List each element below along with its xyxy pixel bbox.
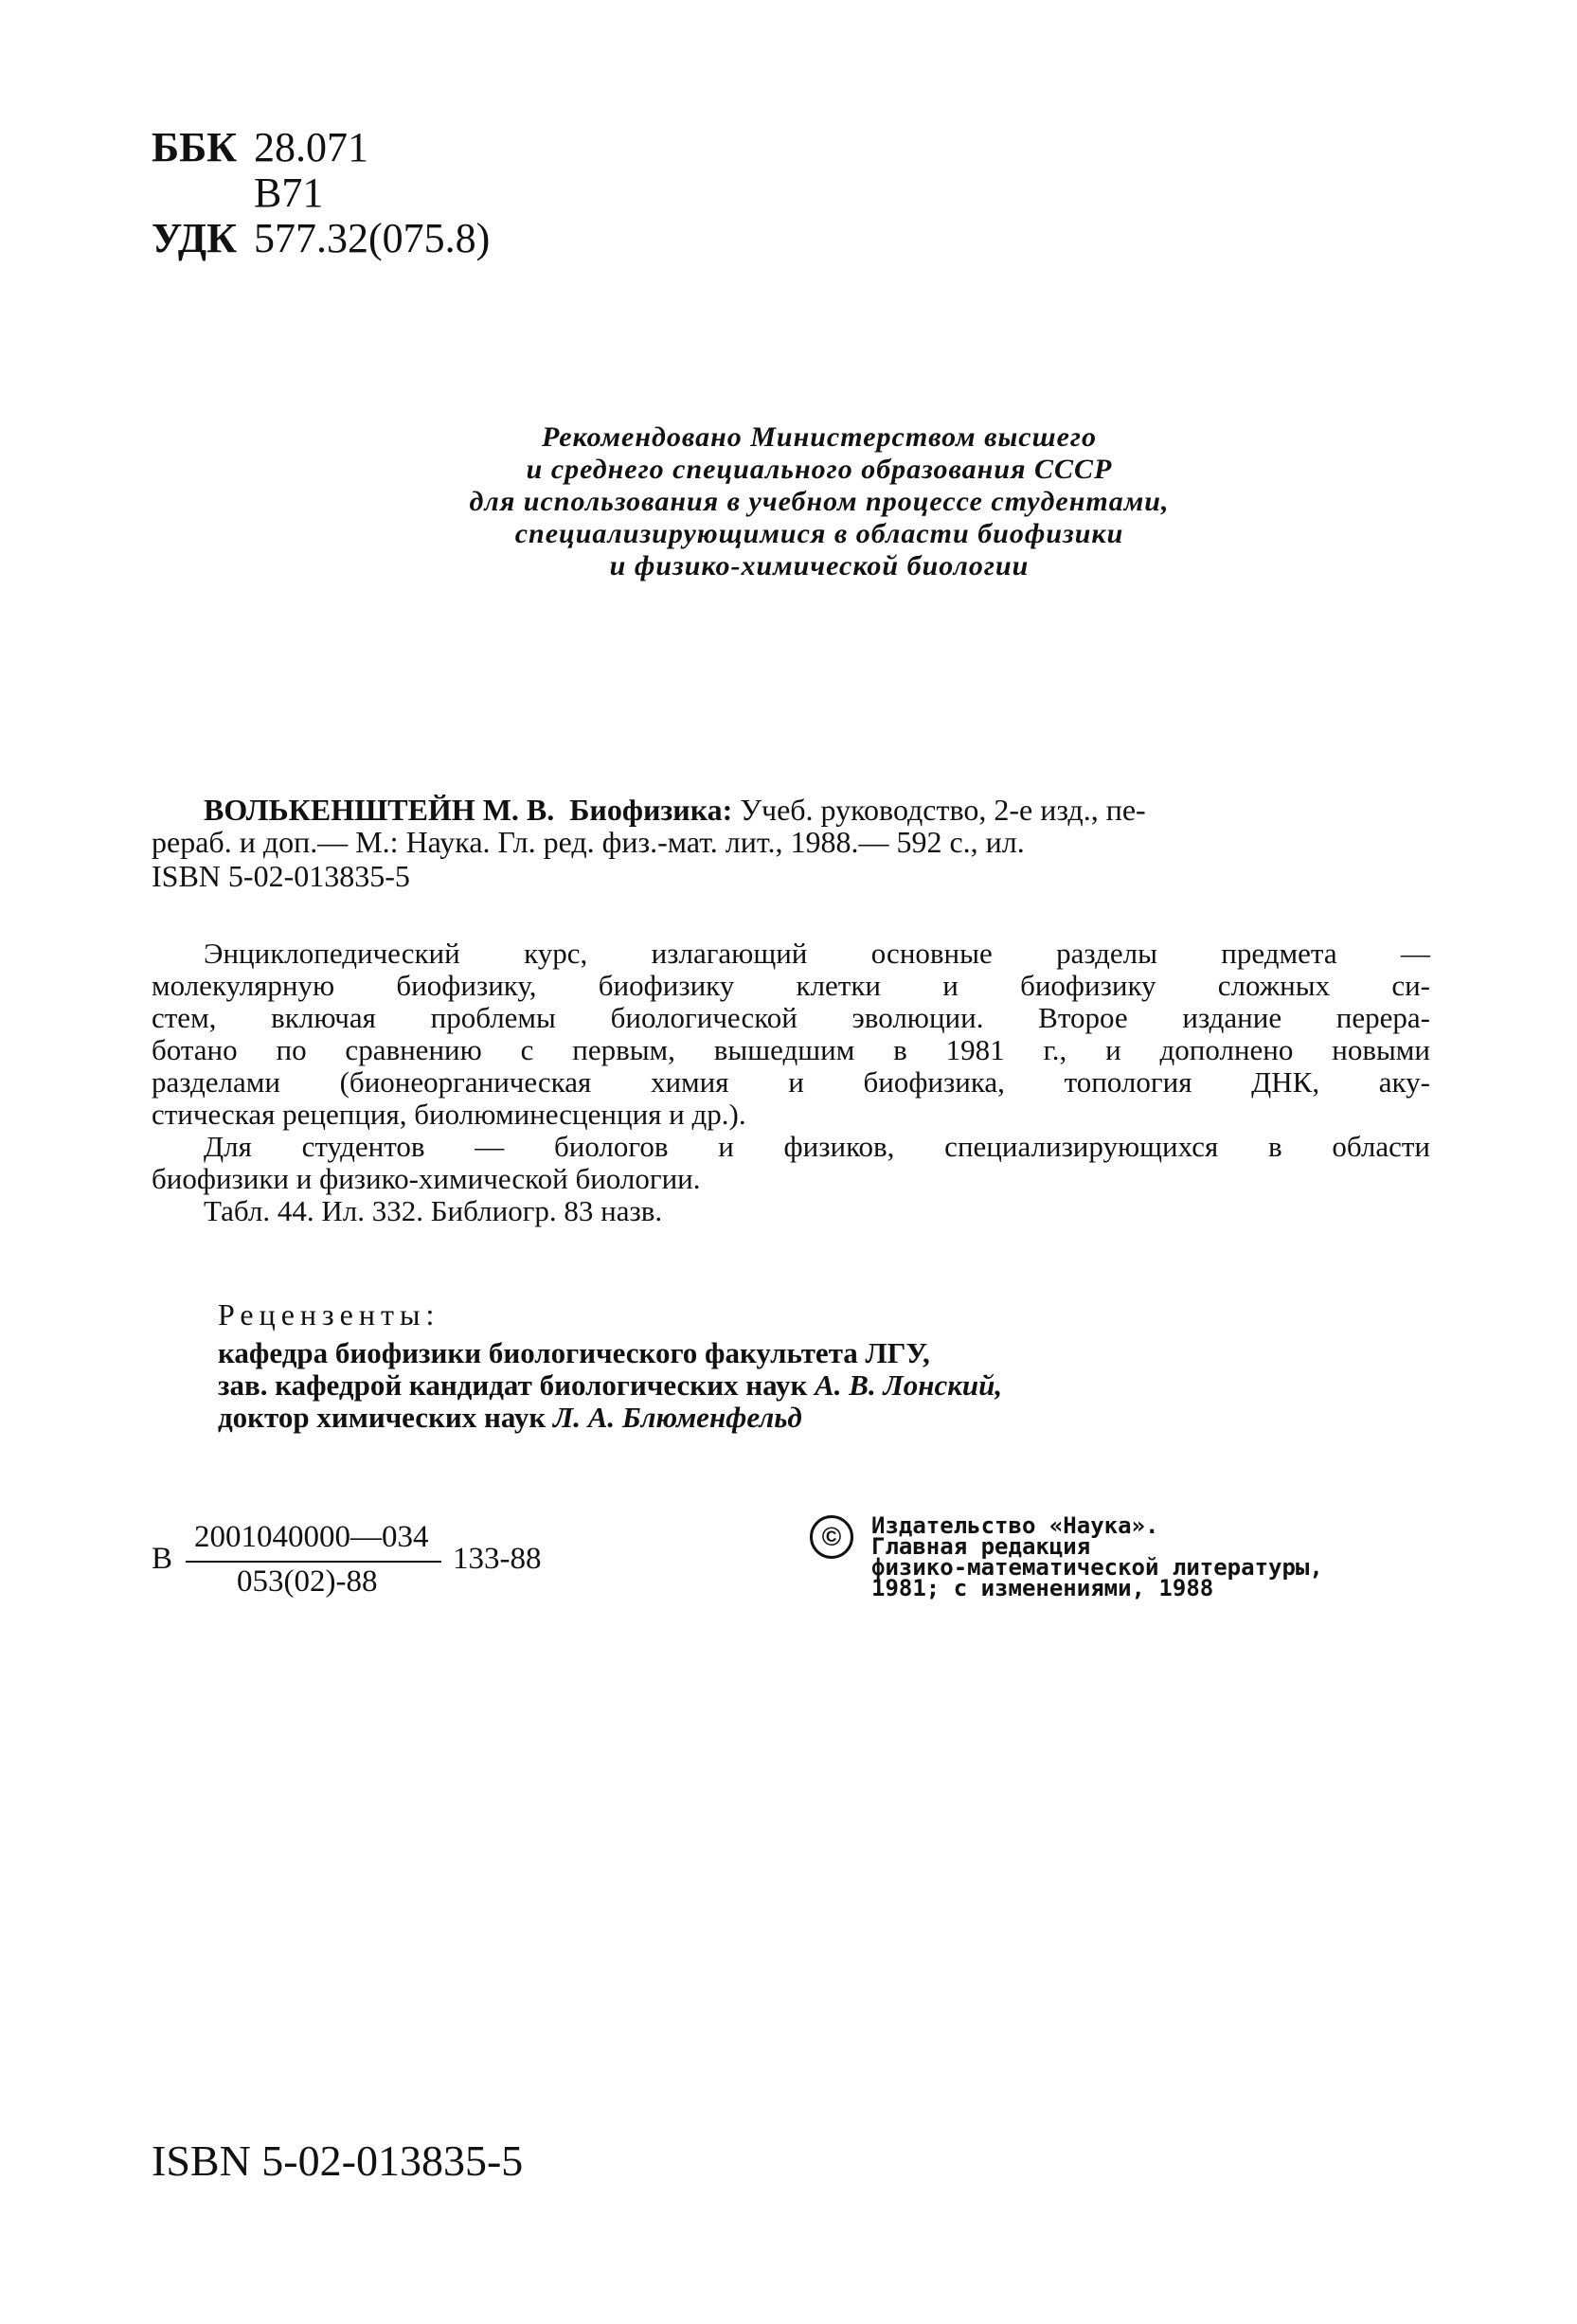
- annotation-line: стическая рецепция, биолюминесценция и др.).: [152, 1098, 746, 1131]
- annotation-line: Энциклопедический курс, излагающий основные разделы предмета —: [204, 937, 1430, 970]
- reviewer-title: зав. кафедрой кандидат биологических наук: [218, 1368, 808, 1402]
- biblio-line-2: рераб. и доп.— М.: Наука. Гл. ред. физ.-мат. лит., 1988.— 592 с., ил.: [152, 825, 1025, 859]
- reviewer-title: доктор химических наук: [218, 1401, 547, 1434]
- code-denominator: 053(02)-88: [237, 1564, 378, 1599]
- code-prefix: В: [152, 1542, 173, 1576]
- reviewer-line: [218, 1369, 1002, 1402]
- udk-value: 577.32(075.8): [254, 215, 491, 261]
- reviewer-name: Л. А. Блюменфельд: [552, 1401, 802, 1434]
- recommendation-line: Рекомендовано Министерством высшего: [542, 421, 1097, 453]
- reviewers-heading: Рецензенты:: [218, 1297, 440, 1332]
- fraction-line: [186, 1561, 441, 1563]
- author-mark: В71: [254, 170, 324, 216]
- publisher-line: 1981; с изменениями, 1988: [871, 1575, 1214, 1601]
- reviewer-line: [218, 1402, 802, 1434]
- publisher-line: физико-математической литературы,: [871, 1554, 1323, 1581]
- annotation-line: стем, включая проблемы биологической эволюции. Второе издание перера-: [152, 1001, 1430, 1034]
- biblio-details: Учеб. руководство, 2-е изд., пе-: [740, 793, 1146, 827]
- recommendation-line: и среднего специального образования СССР: [526, 454, 1113, 485]
- code-numerator: 2001040000—034: [194, 1520, 429, 1554]
- isbn-bottom: ISBN 5-02-013835-5: [152, 2136, 524, 2185]
- bbk-code: [152, 125, 368, 170]
- annotation-line: биофизики и физико-химической биологии.: [152, 1162, 701, 1195]
- bbk-label: ББК: [152, 124, 238, 170]
- biblio-title: Биофизика:: [569, 793, 733, 827]
- biblio-isbn: ISBN 5-02-013835-5: [152, 859, 410, 893]
- publisher-line: Главная редакция: [871, 1533, 1091, 1560]
- annotation-line: ботано по сравнению с первым, вышедшим в 1981 г., и дополнено новыми: [152, 1033, 1430, 1066]
- publisher-line: Издательство «Наука».: [871, 1512, 1159, 1539]
- recommendation-line: и физико-химической биологии: [609, 550, 1030, 581]
- code-suffix: 133-88: [453, 1542, 542, 1576]
- reviewer-line: кафедра биофизики биологического факультета ЛГУ,: [218, 1336, 930, 1369]
- annotation-stats: Табл. 44. Ил. 332. Библиогр. 83 назв.: [204, 1194, 663, 1227]
- udk-label: УДК: [152, 215, 238, 261]
- recommendation-line: специализирующимися в области биофизики: [514, 518, 1124, 549]
- biblio-author: ВОЛЬКЕНШТЕЙН М. В.: [204, 793, 555, 827]
- udk-code: [152, 216, 490, 261]
- copyright-icon: ©: [810, 1515, 853, 1559]
- biblio-line-1: [204, 794, 1146, 826]
- recommendation-block: [403, 421, 1236, 582]
- reviewer-name: А. В. Лонский,: [815, 1368, 1003, 1402]
- annotation-line: разделами (бионеорганическая химия и биофизика, топология ДНК, аку-: [152, 1065, 1430, 1099]
- annotation-line: молекулярную биофизику, биофизику клетки и биофизику сложных си-: [152, 969, 1430, 1002]
- recommendation-line: для использования в учебном процессе студентами,: [469, 486, 1170, 517]
- annotation-line: Для студентов — биологов и физиков, специализирующихся в области: [204, 1130, 1430, 1163]
- bbk-value: 28.071: [254, 124, 368, 170]
